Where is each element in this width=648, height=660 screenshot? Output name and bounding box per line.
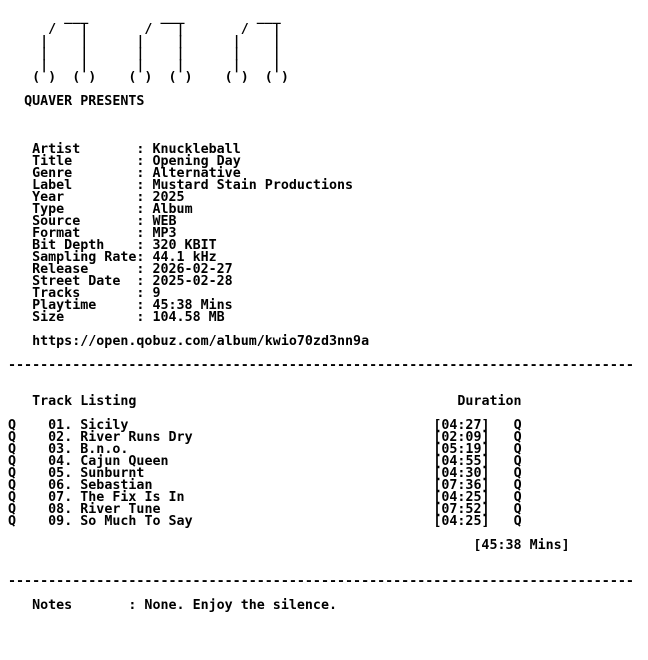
notes-label: Notes: [32, 598, 73, 613]
track-title: The Fix Is In: [80, 490, 185, 505]
info-label: Type: [32, 202, 65, 217]
track-number: 09.: [48, 514, 73, 529]
track-marker: Q: [513, 466, 522, 481]
info-value: Mustard Stain Productions: [152, 178, 354, 193]
album-url: https://open.qobuz.com/album/kwio70zd3nn9a: [32, 334, 370, 349]
info-label: Source: [32, 214, 81, 229]
track-duration: [04:30]: [433, 466, 490, 481]
info-label: Format: [32, 226, 81, 241]
track-marker: Q: [8, 418, 17, 433]
track-title: Cajun Queen: [80, 454, 169, 469]
presents-header: QUAVER PRESENTS: [24, 94, 145, 109]
info-value: 44.1 kHz: [152, 250, 217, 265]
track-title: River Runs Dry: [80, 430, 193, 445]
track-number: 04.: [48, 454, 73, 469]
divider: ------------------------------------------------------------------------------: [8, 574, 634, 589]
info-label: Label: [32, 178, 73, 193]
track-marker: Q: [8, 478, 17, 493]
info-value: 320 KBIT: [152, 238, 217, 253]
divider: ------------------------------------------------------------------------------: [8, 358, 634, 373]
track-marker: Q: [8, 430, 17, 445]
track-duration: [05:19]: [433, 442, 490, 457]
track-title: Sicily: [80, 418, 129, 433]
track-number: 08.: [48, 502, 73, 517]
track-marker: Q: [8, 502, 17, 517]
track-marker: Q: [513, 454, 522, 469]
info-label: Size: [32, 310, 65, 325]
notes-value: : None. Enjoy the silence.: [128, 598, 338, 613]
duration-heading: Duration: [457, 394, 522, 409]
info-value: Knuckleball: [152, 142, 241, 157]
track-title: B.n.o.: [80, 442, 129, 457]
track-duration: [07:52]: [433, 502, 490, 517]
info-value: 9: [152, 286, 161, 301]
info-value: 2025: [152, 190, 185, 205]
track-marker: Q: [8, 442, 17, 457]
track-duration: [04:25]: [433, 514, 490, 529]
track-number: 01.: [48, 418, 73, 433]
info-label: Genre: [32, 166, 73, 181]
info-value: 2026-02-27: [152, 262, 233, 277]
info-value: MP3: [152, 226, 177, 241]
info-value: WEB: [152, 214, 177, 229]
total-playtime: [45:38 Mins]: [473, 538, 570, 553]
info-value: Album: [152, 202, 193, 217]
track-title: Sebastian: [80, 478, 153, 493]
info-label: Release: [32, 262, 89, 277]
track-title: So Much To Say: [80, 514, 193, 529]
info-value: 45:38 Mins: [152, 298, 233, 313]
track-marker: Q: [513, 502, 522, 517]
track-duration: [07:36]: [433, 478, 490, 493]
track-marker: Q: [8, 466, 17, 481]
info-label: Year: [32, 190, 65, 205]
track-duration: [04:55]: [433, 454, 490, 469]
info-value: 2025-02-28: [152, 274, 233, 289]
track-title: River Tune: [80, 502, 161, 517]
info-value: 104.58 MB: [152, 310, 225, 325]
track-number: 06.: [48, 478, 73, 493]
track-duration: [04:25]: [433, 490, 490, 505]
info-label: Artist: [32, 142, 81, 157]
track-title: Sunburnt: [80, 466, 145, 481]
track-marker: Q: [513, 442, 522, 457]
info-label: Street Date: [32, 274, 121, 289]
track-marker: Q: [513, 418, 522, 433]
tracklist-heading: Track Listing: [32, 394, 137, 409]
track-duration: [02:09]: [433, 430, 490, 445]
track-marker: Q: [513, 490, 522, 505]
info-label: Title: [32, 154, 73, 169]
info-label: Tracks: [32, 286, 81, 301]
track-marker: Q: [513, 514, 522, 529]
track-marker: Q: [513, 430, 522, 445]
info-value: Opening Day: [152, 154, 241, 169]
nfo-document: ___ ___ ___ / | / | / | | | | | | | | | | | | | | | | | | | ( ) ( ) ( ) ( ) ( ) ( ) QUAVER PRESENTS Artist : Knuckleball Title : Opening Day Genre : Alternative Label : Mustard Stain Productions Year : 2025 Type : Album Source : WEB Format : MP3 Bit Depth : 320 KBIT Sampling Rate: 44.1 kHz Release : 2026-02-27 Street Date : 2025-02-28 Tracks : 9 Playtime : 45:38 Mins Size : 104.58 MB https://open.qobuz.com/album/kwio70zd3nn9a ------------------------------------------------------------------------------ Track Listing Duration Q 01. Sicily [04:27] Q Q 02. River Runs Dry [02:09] Q Q 03. B.n.o. [05:19] Q Q 04. Cajun Queen [04:55] Q Q 05. Sunburnt [04:30] Q Q 06. Sebastian [07:36] Q Q 07. The Fix Is In [04:25] Q Q 08. River Tune [07:52] Q Q 09. So Much To Say [04:25] Q [45:38 Mins] ------------------------------------------------------------------------------ Notes : None. Enjoy the silence.: [8, 10, 634, 613]
info-value: Alternative: [152, 166, 241, 181]
info-label: Sampling Rate: [32, 250, 137, 265]
info-label: Playtime: [32, 298, 97, 313]
track-number: 02.: [48, 430, 73, 445]
info-label: Bit Depth: [32, 238, 105, 253]
track-number: 05.: [48, 466, 73, 481]
track-marker: Q: [513, 478, 522, 493]
track-marker: Q: [8, 454, 17, 469]
track-duration: [04:27]: [433, 418, 490, 433]
logo-art: ___ ___ ___ / | / | / | | | | | | | | | | | | | | | | | | | ( ) ( ) ( ) ( ) ( ) ( ): [32, 10, 289, 85]
track-marker: Q: [8, 514, 17, 529]
track-marker: Q: [8, 490, 17, 505]
track-number: 03.: [48, 442, 73, 457]
track-number: 07.: [48, 490, 73, 505]
